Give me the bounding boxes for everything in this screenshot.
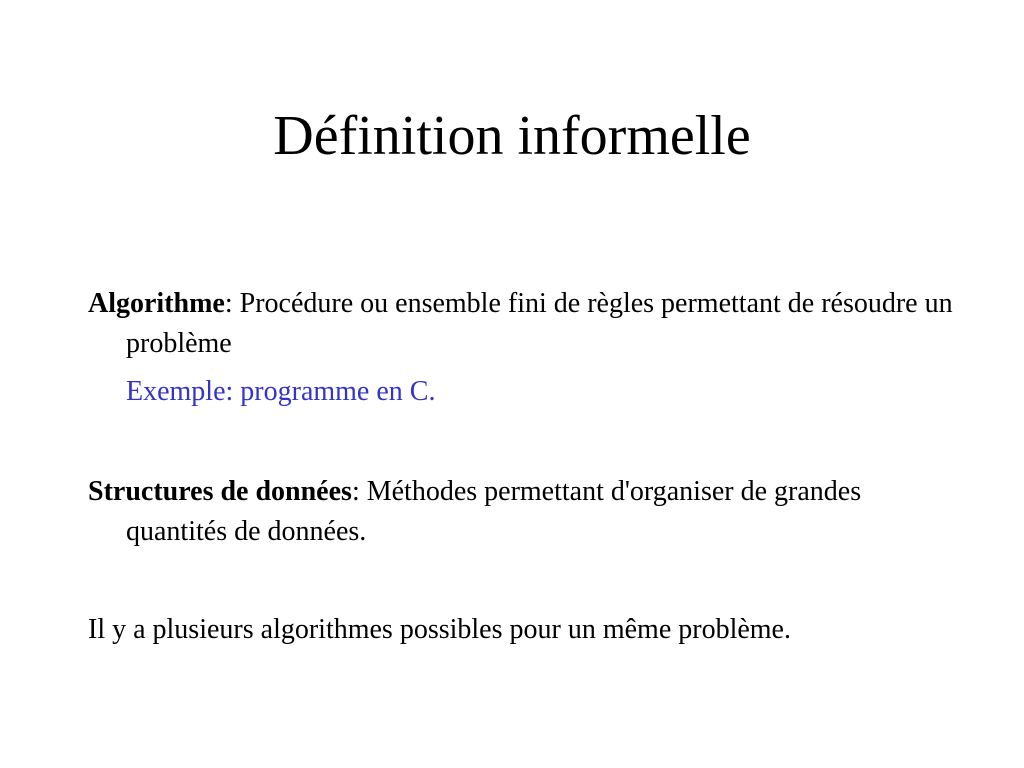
slide-body [88, 284, 968, 650]
algorithm-definition-text: : Procédure ou ensemble fini de règles permettant de résoudre un problème [126, 288, 953, 359]
algorithm-definition [88, 284, 968, 364]
data-structures-definition-text: : Méthodes permettant d'organiser de grandes quantités de données. [126, 476, 862, 547]
slide-title: Définition informelle [273, 105, 751, 167]
algorithm-term: Algorithme [88, 288, 225, 319]
data-structures-definition [88, 472, 968, 552]
slide-note: Il y a plusieurs algorithmes possibles pour un même problème. [88, 614, 791, 645]
algorithm-example: Exemple: programme en C. [126, 376, 436, 407]
data-structures-term: Structures de données [88, 476, 352, 507]
